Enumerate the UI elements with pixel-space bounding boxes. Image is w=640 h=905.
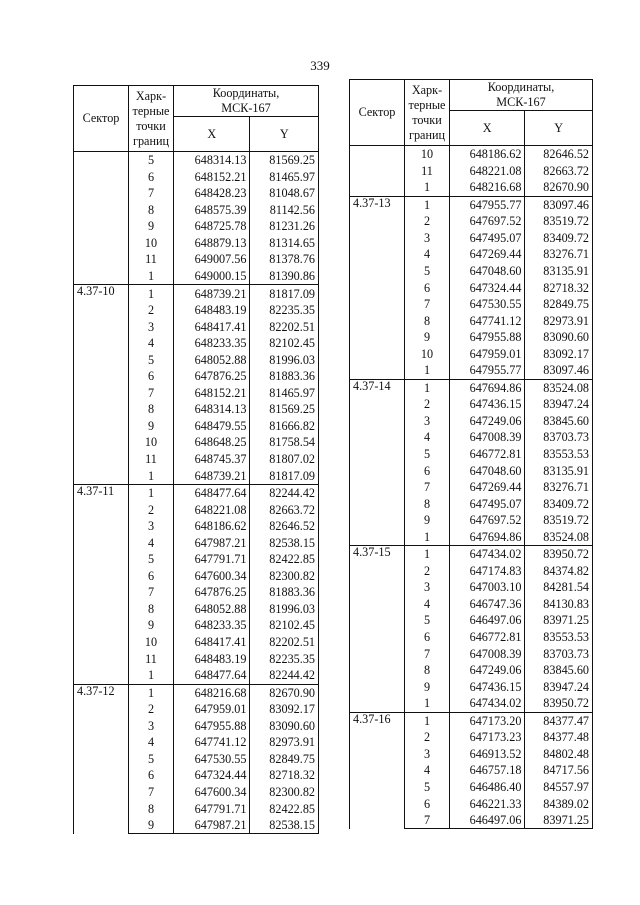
x-coordinate-cell: 647791.71	[174, 551, 250, 568]
point-cell: 2	[129, 501, 174, 518]
x-coordinate-cell: 647694.86	[450, 379, 525, 396]
x-coordinate-cell: 647434.02	[450, 695, 525, 712]
point-cell: 7	[405, 479, 450, 496]
x-coordinate-cell: 647436.15	[450, 396, 525, 413]
y-coordinate-cell: 83519.72	[525, 213, 593, 230]
x-coordinate-cell: 648648.25	[174, 434, 250, 451]
point-cell: 6	[129, 169, 174, 186]
x-coordinate-cell: 648221.08	[174, 501, 250, 518]
y-coordinate-cell: 83097.46	[525, 196, 593, 213]
y-coordinate-cell: 84281.54	[525, 579, 593, 596]
x-coordinate-cell: 647600.34	[174, 784, 250, 801]
x-coordinate-cell: 647008.39	[450, 645, 525, 662]
header-sector	[350, 80, 405, 146]
table-body-left	[74, 152, 319, 834]
x-coordinate-cell: 647048.60	[450, 462, 525, 479]
point-cell: 1	[405, 196, 450, 213]
y-coordinate-cell: 83519.72	[525, 512, 593, 529]
table-row	[74, 684, 319, 701]
y-coordinate-cell: 83553.53	[525, 629, 593, 646]
y-coordinate-cell: 83553.53	[525, 446, 593, 463]
point-cell: 5	[129, 551, 174, 568]
x-coordinate-cell: 647495.07	[450, 230, 525, 247]
x-coordinate-cell: 648052.88	[174, 352, 250, 369]
x-coordinate-cell: 648216.68	[174, 684, 250, 701]
point-cell: 9	[129, 617, 174, 634]
point-cell: 11	[129, 251, 174, 268]
point-cell: 1	[405, 712, 450, 729]
point-cell: 4	[129, 335, 174, 352]
y-coordinate-cell: 82663.72	[250, 501, 319, 518]
point-cell: 2	[405, 563, 450, 580]
y-coordinate-cell: 83971.25	[525, 612, 593, 629]
x-coordinate-cell: 647741.12	[174, 734, 250, 751]
table-row	[350, 146, 593, 163]
point-cell: 4	[129, 535, 174, 552]
header-coords-line2: МСК-167	[496, 95, 546, 109]
x-coordinate-cell: 648052.88	[174, 601, 250, 618]
x-coordinate-cell: 647530.55	[450, 296, 525, 313]
x-coordinate-cell: 649007.56	[174, 251, 250, 268]
x-coordinate-cell: 646757.18	[450, 762, 525, 779]
point-cell: 1	[129, 684, 174, 701]
x-coordinate-cell: 648233.35	[174, 335, 250, 352]
y-coordinate-cell: 83703.73	[525, 429, 593, 446]
y-coordinate-cell: 81817.09	[250, 467, 319, 484]
point-cell: 6	[405, 795, 450, 812]
y-coordinate-cell: 83845.60	[525, 662, 593, 679]
y-coordinate-cell: 83971.25	[525, 812, 593, 829]
x-coordinate-cell: 648477.64	[174, 484, 250, 501]
point-cell: 5	[129, 352, 174, 369]
y-coordinate-cell: 83092.17	[525, 346, 593, 363]
y-coordinate-cell: 81378.76	[250, 251, 319, 268]
x-coordinate-cell: 647791.71	[174, 800, 250, 817]
x-coordinate-cell: 647324.44	[174, 767, 250, 784]
header-coordinates	[174, 86, 319, 117]
point-cell: 1	[129, 467, 174, 484]
x-coordinate-cell: 649000.15	[174, 268, 250, 285]
header-sector-label: Сектор	[358, 105, 396, 119]
point-cell: 6	[129, 568, 174, 585]
x-coordinate-cell: 647003.10	[450, 579, 525, 596]
y-coordinate-cell: 82244.42	[250, 484, 319, 501]
x-coordinate-cell: 647269.44	[450, 479, 525, 496]
table-row	[74, 484, 319, 501]
y-coordinate-cell: 84802.48	[525, 746, 593, 763]
x-coordinate-cell: 648725.78	[174, 218, 250, 235]
point-cell: 1	[129, 285, 174, 302]
point-cell: 4	[405, 762, 450, 779]
x-coordinate-cell: 647959.01	[174, 701, 250, 718]
y-coordinate-cell: 82670.90	[250, 684, 319, 701]
y-coordinate-cell: 82646.52	[250, 518, 319, 535]
point-cell: 7	[405, 296, 450, 313]
y-coordinate-cell: 82849.75	[525, 296, 593, 313]
point-cell: 8	[405, 495, 450, 512]
header-points-line3: точки	[136, 118, 166, 133]
x-coordinate-cell: 648483.19	[174, 650, 250, 667]
y-coordinate-cell: 83947.24	[525, 396, 593, 413]
point-cell: 7	[129, 185, 174, 202]
x-coordinate-cell: 647876.25	[174, 368, 250, 385]
y-coordinate-cell: 83703.73	[525, 645, 593, 662]
y-coordinate-cell: 81807.02	[250, 451, 319, 468]
y-coordinate-cell: 82300.82	[250, 784, 319, 801]
point-cell: 4	[129, 734, 174, 751]
y-coordinate-cell: 81883.36	[250, 368, 319, 385]
y-coordinate-cell: 81569.25	[250, 401, 319, 418]
coordinates-table-left	[73, 85, 319, 834]
header-points	[405, 80, 450, 146]
y-coordinate-cell: 83947.24	[525, 679, 593, 696]
y-coordinate-cell: 82663.72	[525, 163, 593, 180]
header-points-line3: точки	[412, 112, 442, 127]
header-coords-line1: Координаты,	[487, 80, 555, 94]
point-cell: 5	[405, 263, 450, 280]
y-coordinate-cell: 81758.54	[250, 434, 319, 451]
x-coordinate-cell: 646772.81	[450, 629, 525, 646]
y-coordinate-cell: 83135.91	[525, 263, 593, 280]
x-coordinate-cell: 648739.21	[174, 467, 250, 484]
x-coordinate-cell: 646221.33	[450, 795, 525, 812]
sector-cell: 4.37-16	[350, 712, 405, 829]
point-cell: 1	[129, 484, 174, 501]
x-coordinate-cell: 647959.01	[450, 346, 525, 363]
point-cell: 3	[405, 579, 450, 596]
point-cell: 1	[405, 379, 450, 396]
point-cell: 6	[129, 767, 174, 784]
y-coordinate-cell: 82646.52	[525, 146, 593, 163]
y-coordinate-cell: 81569.25	[250, 152, 319, 169]
point-cell: 10	[129, 434, 174, 451]
point-cell: 9	[405, 512, 450, 529]
point-cell: 7	[129, 584, 174, 601]
point-cell: 8	[129, 800, 174, 817]
point-cell: 3	[405, 413, 450, 430]
x-coordinate-cell: 647987.21	[174, 535, 250, 552]
x-coordinate-cell: 647249.06	[450, 413, 525, 430]
table-row	[350, 196, 593, 213]
header-points-line1: Харк-	[135, 88, 167, 103]
y-coordinate-cell: 82102.45	[250, 335, 319, 352]
y-coordinate-cell: 83409.72	[525, 495, 593, 512]
point-cell: 3	[129, 718, 174, 735]
point-cell: 2	[129, 701, 174, 718]
point-cell: 5	[405, 446, 450, 463]
x-coordinate-cell: 647955.88	[174, 718, 250, 735]
x-coordinate-cell: 647741.12	[450, 312, 525, 329]
y-coordinate-cell: 84377.47	[525, 712, 593, 729]
y-coordinate-cell: 82718.32	[250, 767, 319, 784]
sector-cell: 4.37-12	[74, 684, 129, 834]
y-coordinate-cell: 83135.91	[525, 462, 593, 479]
y-coordinate-cell: 82718.32	[525, 279, 593, 296]
x-coordinate-cell: 647955.77	[450, 196, 525, 213]
x-coordinate-cell: 648483.19	[174, 302, 250, 319]
x-coordinate-cell: 647955.77	[450, 362, 525, 379]
y-coordinate-cell: 82849.75	[250, 751, 319, 768]
y-coordinate-cell: 83276.71	[525, 246, 593, 263]
x-coordinate-cell: 647434.02	[450, 546, 525, 563]
x-coordinate-cell: 647876.25	[174, 584, 250, 601]
x-coordinate-cell: 648221.08	[450, 163, 525, 180]
y-coordinate-cell: 82538.15	[250, 817, 319, 834]
x-coordinate-cell: 647697.52	[450, 512, 525, 529]
point-cell: 6	[405, 629, 450, 646]
y-coordinate-cell: 81666.82	[250, 418, 319, 435]
y-coordinate-cell: 82670.90	[525, 179, 593, 196]
x-coordinate-cell: 648216.68	[450, 179, 525, 196]
header-points-line4: границ	[408, 127, 446, 142]
y-coordinate-cell: 81996.03	[250, 601, 319, 618]
sector-cell: 4.37-13	[350, 196, 405, 379]
point-cell: 8	[405, 312, 450, 329]
point-cell: 6	[405, 462, 450, 479]
point-cell: 3	[405, 230, 450, 247]
x-coordinate-cell: 647697.52	[450, 213, 525, 230]
x-coordinate-cell: 647495.07	[450, 495, 525, 512]
point-cell: 5	[405, 779, 450, 796]
y-coordinate-cell: 83090.60	[250, 718, 319, 735]
x-coordinate-cell: 648739.21	[174, 285, 250, 302]
x-coordinate-cell: 648479.55	[174, 418, 250, 435]
x-coordinate-cell: 647530.55	[174, 751, 250, 768]
header-coords-line2: МСК-167	[221, 101, 271, 115]
point-cell: 11	[405, 163, 450, 180]
x-coordinate-cell: 647955.88	[450, 329, 525, 346]
x-coordinate-cell: 646747.36	[450, 596, 525, 613]
y-coordinate-cell: 84557.97	[525, 779, 593, 796]
x-coordinate-cell: 647987.21	[174, 817, 250, 834]
header-sector-label: Сектор	[82, 111, 120, 125]
point-cell: 2	[129, 302, 174, 319]
x-coordinate-cell: 648879.13	[174, 235, 250, 252]
point-cell: 2	[405, 396, 450, 413]
sector-cell	[74, 152, 129, 285]
point-cell: 1	[405, 546, 450, 563]
point-cell: 1	[129, 667, 174, 684]
y-coordinate-cell: 83409.72	[525, 230, 593, 247]
point-cell: 8	[129, 401, 174, 418]
y-coordinate-cell: 82300.82	[250, 568, 319, 585]
x-coordinate-cell: 648314.13	[174, 152, 250, 169]
header-points-line2: терные	[132, 103, 170, 118]
x-coordinate-cell: 647174.83	[450, 563, 525, 580]
x-coordinate-cell: 648152.21	[174, 385, 250, 402]
point-cell: 7	[405, 645, 450, 662]
y-coordinate-cell: 81883.36	[250, 584, 319, 601]
y-coordinate-cell: 81048.67	[250, 185, 319, 202]
y-coordinate-cell: 84130.83	[525, 596, 593, 613]
x-coordinate-cell: 647008.39	[450, 429, 525, 446]
point-cell: 9	[405, 679, 450, 696]
table-row	[350, 379, 593, 396]
point-cell: 6	[405, 279, 450, 296]
x-coordinate-cell: 648417.41	[174, 634, 250, 651]
x-coordinate-cell: 647600.34	[174, 568, 250, 585]
x-coordinate-cell: 646497.06	[450, 812, 525, 829]
x-coordinate-cell: 648186.62	[174, 518, 250, 535]
sector-cell	[350, 146, 405, 197]
sector-cell: 4.37-11	[74, 484, 129, 684]
point-cell: 10	[405, 346, 450, 363]
y-coordinate-cell: 83097.46	[525, 362, 593, 379]
y-coordinate-cell: 84377.48	[525, 729, 593, 746]
point-cell: 4	[405, 429, 450, 446]
point-cell: 5	[129, 751, 174, 768]
header-points-line1: Харк-	[411, 82, 443, 97]
y-coordinate-cell: 83276.71	[525, 479, 593, 496]
y-coordinate-cell: 83524.08	[525, 529, 593, 546]
y-coordinate-cell: 82202.51	[250, 634, 319, 651]
y-coordinate-cell: 81465.97	[250, 385, 319, 402]
point-cell: 10	[405, 146, 450, 163]
x-coordinate-cell: 647324.44	[450, 279, 525, 296]
point-cell: 1	[129, 268, 174, 285]
point-cell: 11	[129, 451, 174, 468]
y-coordinate-cell: 83524.08	[525, 379, 593, 396]
sector-cell: 4.37-15	[350, 546, 405, 712]
point-cell: 3	[405, 746, 450, 763]
point-cell: 9	[129, 817, 174, 834]
y-coordinate-cell: 83845.60	[525, 413, 593, 430]
x-coordinate-cell: 648575.39	[174, 202, 250, 219]
header-coordinates	[450, 80, 593, 111]
y-coordinate-cell: 81231.26	[250, 218, 319, 235]
point-cell: 4	[405, 596, 450, 613]
point-cell: 9	[129, 218, 174, 235]
y-coordinate-cell: 83090.60	[525, 329, 593, 346]
table-row	[350, 546, 593, 563]
y-coordinate-cell: 84717.56	[525, 762, 593, 779]
point-cell: 9	[405, 329, 450, 346]
sector-cell: 4.37-10	[74, 285, 129, 485]
point-cell: 5	[129, 152, 174, 169]
sector-cell: 4.37-14	[350, 379, 405, 545]
y-coordinate-cell: 82235.35	[250, 302, 319, 319]
point-cell: 1	[405, 529, 450, 546]
y-coordinate-cell: 81142.56	[250, 202, 319, 219]
header-y: Y	[250, 117, 319, 152]
point-cell: 7	[129, 385, 174, 402]
y-coordinate-cell: 82422.85	[250, 551, 319, 568]
y-coordinate-cell: 81817.09	[250, 285, 319, 302]
y-coordinate-cell: 84374.82	[525, 563, 593, 580]
y-coordinate-cell: 81390.86	[250, 268, 319, 285]
point-cell: 8	[405, 662, 450, 679]
y-coordinate-cell: 83092.17	[250, 701, 319, 718]
x-coordinate-cell: 647694.86	[450, 529, 525, 546]
x-coordinate-cell: 648417.41	[174, 318, 250, 335]
y-coordinate-cell: 82973.91	[250, 734, 319, 751]
header-sector	[74, 86, 129, 152]
point-cell: 6	[129, 368, 174, 385]
point-cell: 2	[405, 213, 450, 230]
point-cell: 9	[129, 418, 174, 435]
point-cell: 7	[129, 784, 174, 801]
x-coordinate-cell: 647173.23	[450, 729, 525, 746]
point-cell: 10	[129, 634, 174, 651]
x-coordinate-cell: 646772.81	[450, 446, 525, 463]
point-cell: 1	[405, 179, 450, 196]
page-number: 339	[310, 58, 330, 73]
x-coordinate-cell: 648428.23	[174, 185, 250, 202]
header-points-line2: терные	[408, 97, 446, 112]
header-x: X	[174, 117, 250, 152]
point-cell: 8	[129, 601, 174, 618]
header-coords-line1: Координаты,	[212, 86, 280, 100]
table-row	[74, 285, 319, 302]
point-cell: 1	[405, 362, 450, 379]
x-coordinate-cell: 648745.37	[174, 451, 250, 468]
point-cell: 1	[405, 695, 450, 712]
y-coordinate-cell: 81996.03	[250, 352, 319, 369]
y-coordinate-cell: 82538.15	[250, 535, 319, 552]
x-coordinate-cell: 648477.64	[174, 667, 250, 684]
table-row	[74, 152, 319, 169]
coordinates-table-right	[349, 79, 593, 829]
point-cell: 2	[405, 729, 450, 746]
point-cell: 7	[405, 812, 450, 829]
header-points-line4: границ	[132, 133, 170, 148]
point-cell: 5	[405, 612, 450, 629]
x-coordinate-cell: 647436.15	[450, 679, 525, 696]
point-cell: 4	[405, 246, 450, 263]
header-y: Y	[525, 111, 593, 146]
table-row	[350, 712, 593, 729]
header-points	[129, 86, 174, 152]
table-body-right	[350, 146, 593, 829]
x-coordinate-cell: 648186.62	[450, 146, 525, 163]
x-coordinate-cell: 647269.44	[450, 246, 525, 263]
point-cell: 3	[129, 518, 174, 535]
y-coordinate-cell: 82202.51	[250, 318, 319, 335]
y-coordinate-cell: 83950.72	[525, 546, 593, 563]
y-coordinate-cell: 82973.91	[525, 312, 593, 329]
point-cell: 8	[129, 202, 174, 219]
point-cell: 3	[129, 318, 174, 335]
x-coordinate-cell: 648314.13	[174, 401, 250, 418]
point-cell: 11	[129, 650, 174, 667]
y-coordinate-cell: 82102.45	[250, 617, 319, 634]
x-coordinate-cell: 648152.21	[174, 169, 250, 186]
x-coordinate-cell: 647249.06	[450, 662, 525, 679]
y-coordinate-cell: 81314.65	[250, 235, 319, 252]
x-coordinate-cell: 647173.20	[450, 712, 525, 729]
y-coordinate-cell: 82235.35	[250, 650, 319, 667]
y-coordinate-cell: 84389.02	[525, 795, 593, 812]
x-coordinate-cell: 646913.52	[450, 746, 525, 763]
x-coordinate-cell: 647048.60	[450, 263, 525, 280]
y-coordinate-cell: 82422.85	[250, 800, 319, 817]
x-coordinate-cell: 648233.35	[174, 617, 250, 634]
y-coordinate-cell: 81465.97	[250, 169, 319, 186]
y-coordinate-cell: 82244.42	[250, 667, 319, 684]
x-coordinate-cell: 646486.40	[450, 779, 525, 796]
y-coordinate-cell: 83950.72	[525, 695, 593, 712]
header-x: X	[450, 111, 525, 146]
point-cell: 10	[129, 235, 174, 252]
x-coordinate-cell: 646497.06	[450, 612, 525, 629]
